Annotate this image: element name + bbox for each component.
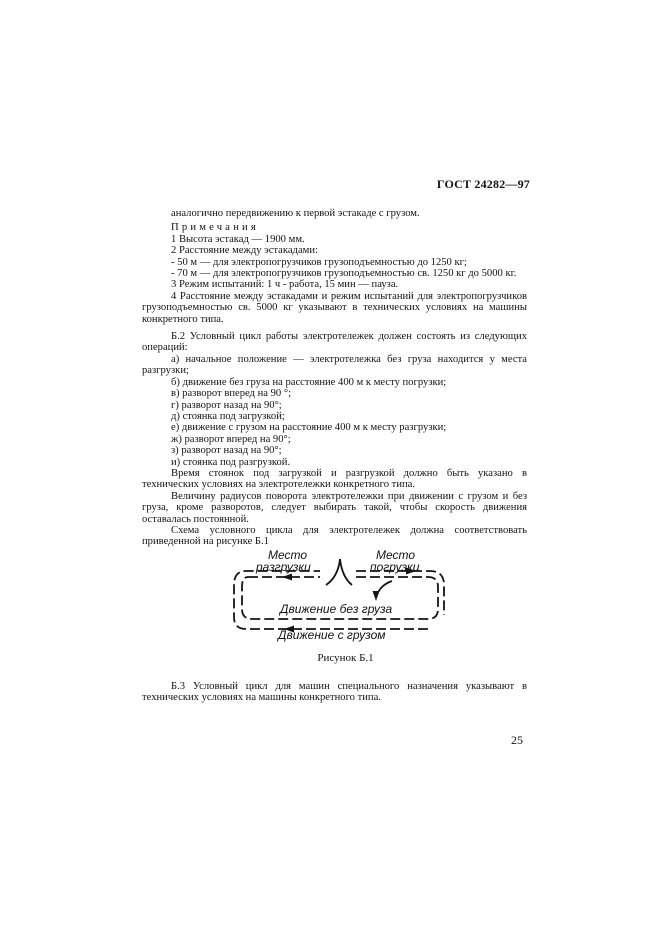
operation-item: д) стоянка под загрузкой; <box>171 410 285 422</box>
arrow-down-loading <box>373 591 380 601</box>
unloading-turn-left <box>326 559 340 585</box>
figure-caption: Рисунок Б.1 <box>317 652 374 664</box>
unloading-place-label-2: разгрузки <box>256 560 311 574</box>
b2-paragraph: Схема условного цикла для электротележек должна соответствовать приведенной на рисунке Б.1 <box>142 524 527 548</box>
body-text-lower <box>142 681 527 704</box>
intro-line: аналогично передвижению к первой эстакаде с грузом. <box>171 208 420 219</box>
unloading-turn-right <box>340 559 352 585</box>
operation-item: и) стоянка под разгрузкой. <box>171 456 291 468</box>
operation-item: ж) разворот вперед на 90°; <box>171 433 291 445</box>
operation-item: б) движение без груза на расстояние 400 м к месту погрузки; <box>171 376 447 388</box>
note-item: 2 Расстояние между эстакадами: <box>171 245 318 257</box>
b2-paragraph: Величину радиусов поворота электротележки при движении с грузом и без груза, кроме разворотов, следует выбирать такой, чтобы скорость движения оставалась постоянной. <box>142 490 527 525</box>
cycle-diagram-svg <box>220 545 460 645</box>
section-b3: Б.3 Условный цикл для машин специального назначения указывают в технических условиях на машины конкретного типа. <box>142 681 527 704</box>
operation-item: з) разворот назад на 90°; <box>171 445 282 457</box>
operation-item: е) движение с грузом на расстояние 400 м к месту разгрузки; <box>171 422 447 434</box>
note-item: 3 Режим испытаний: 1 ч - работа, 15 мин — пауза. <box>171 279 399 291</box>
arrow-left-upper <box>282 574 292 581</box>
loading-place-label-2: погрузки <box>370 560 420 574</box>
movement-without-load-label: Движение без груза <box>280 602 393 616</box>
operation-item: в) разворот вперед на 90 °; <box>171 388 292 400</box>
b2-paragraph: Время стоянок под загрузкой и разгрузкой должно быть указано в технических условиях на электротележки конкретного типа. <box>142 467 527 491</box>
unloading-place-label-1: Место <box>268 548 308 562</box>
note-item: 4 Расстояние между эстакадами и режим испытаний для электропогрузчиков грузоподъемностью св. 5000 кг указывают в технических условиях на машины конкретного типа. <box>142 290 527 325</box>
note-item: - 70 м — для электропогрузчиков грузоподъемностью св. 1250 кг до 5000 кг. <box>171 268 517 280</box>
loading-turn <box>376 581 392 597</box>
operation-item: г) разворот назад на 90°; <box>171 399 282 411</box>
operation-item: а) начальное положение — электротележка без груза находится у места разгрузки; <box>142 353 527 377</box>
page-number: 25 <box>511 733 523 747</box>
note-item: 1 Высота эстакад — 1900 мм. <box>171 233 305 245</box>
cycle-diagram <box>220 545 460 645</box>
body-text-upper <box>142 208 527 548</box>
standard-code: ГОСТ 24282—97 <box>436 177 530 191</box>
movement-with-load-label: Движение с грузом <box>278 628 386 642</box>
loading-place-label-1: Место <box>376 548 416 562</box>
note-item: - 50 м — для электропогрузчиков грузоподъемностью до 1250 кг; <box>171 256 467 268</box>
notes-title: Примечания <box>171 222 259 234</box>
section-b2-intro: Б.2 Условный цикл работы электротележек должен состоять из следующих операций: <box>142 331 527 354</box>
